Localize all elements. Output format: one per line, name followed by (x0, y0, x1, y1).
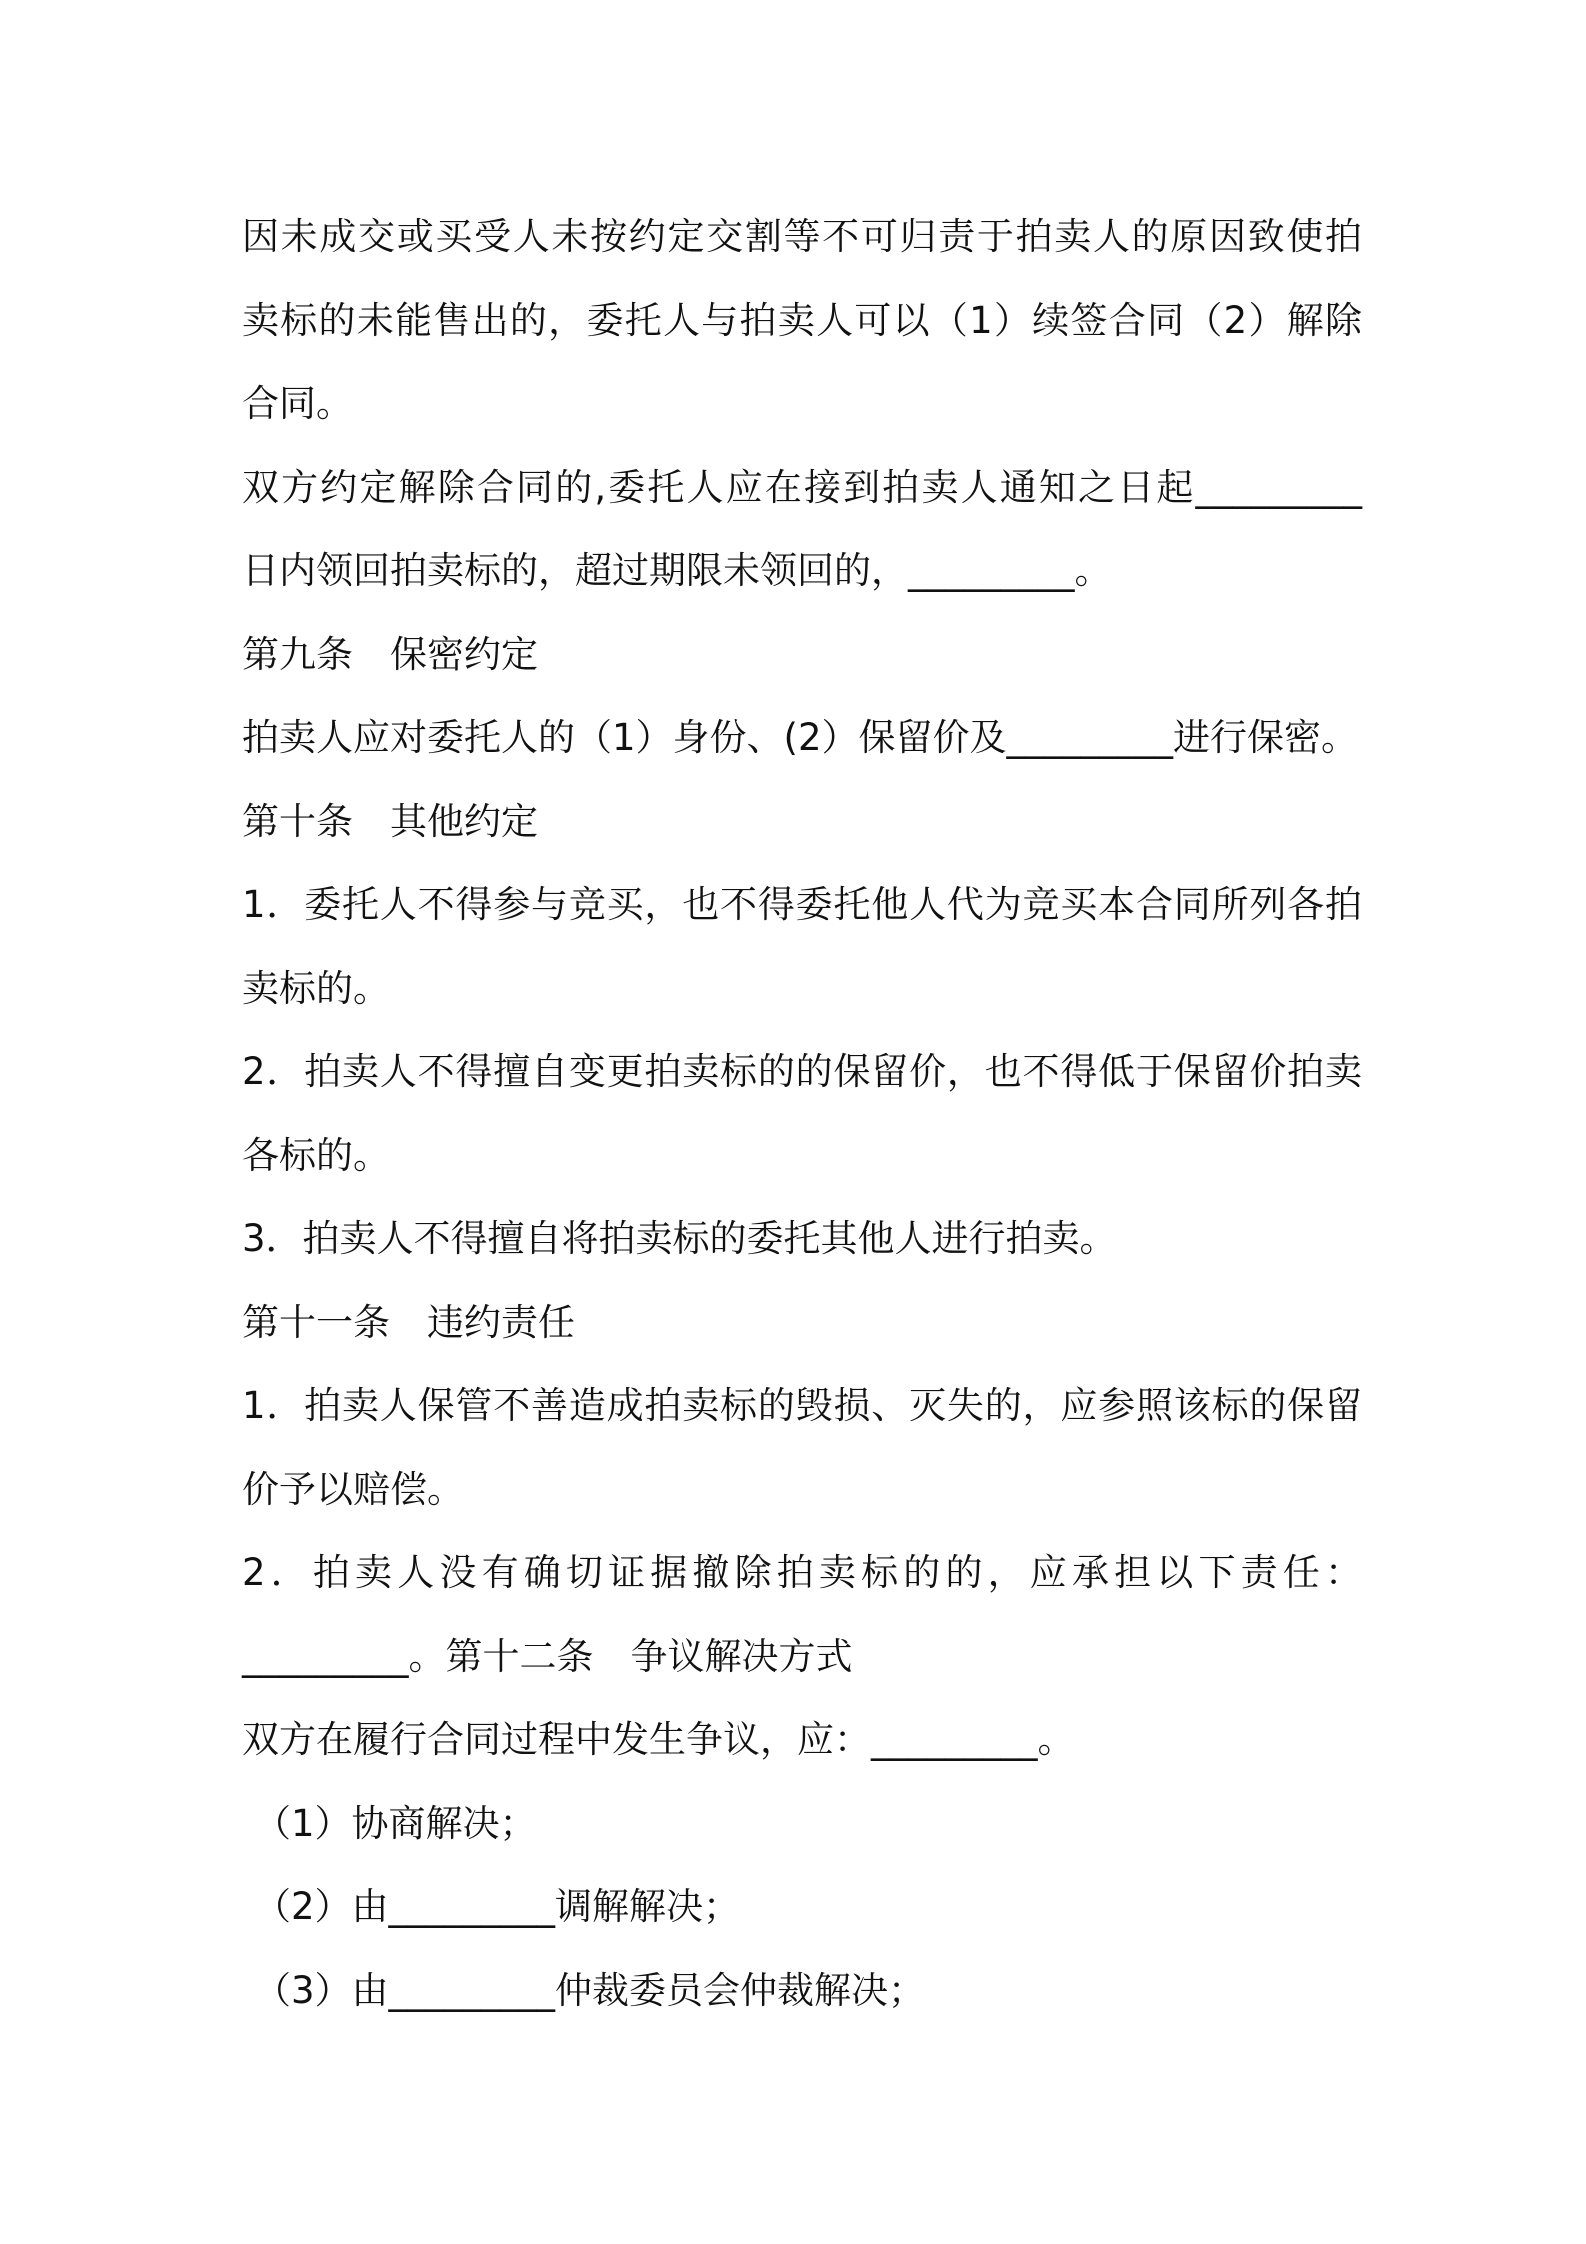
text-line: 双方约定解除合同的,委托人应在接到拍卖人通知之日起_________ (242, 465, 1362, 509)
text-line: 1．拍卖人保管不善造成拍卖标的毁损、灭失的，应参照该标的保留 (242, 1384, 1362, 1427)
text-line: 价予以赔偿。 (242, 1467, 464, 1511)
text-line: 双方在履行合同过程中发生争议，应：_________。 (242, 1718, 1075, 1761)
text-line: 日内领回拍卖标的，超过期限未领回的，_________。 (242, 549, 1112, 592)
text-line: 合同。 (242, 382, 353, 425)
contract-body (242, 195, 1362, 2032)
text-line: 卖标的。 (242, 966, 390, 1010)
section-heading-article-10: 第十条 其他约定 (242, 799, 538, 843)
list-item: （1）协商解决； (254, 1801, 537, 1845)
section-heading-article-11: 第十一条 违约责任 (242, 1300, 575, 1344)
text-line: 1．委托人不得参与竞买，也不得委托他人代为竞买本合同所列各拍 (242, 883, 1362, 926)
text-line: 卖标的未能售出的，委托人与拍卖人可以（1）续签合同（2）解除 (242, 298, 1362, 342)
text-line: 2．拍卖人不得擅自变更拍卖标的的保留价，也不得低于保留价拍卖 (242, 1050, 1362, 1093)
section-heading-article-9: 第九条 保密约定 (242, 632, 538, 676)
list-item: （3）由_________仲裁委员会仲裁解决； (254, 1968, 926, 2012)
list-item: （2）由_________调解解决； (254, 1885, 741, 1928)
text-line: _________。第十二条 争议解决方式 (242, 1634, 853, 1678)
text-line: 因未成交或买受人未按约定交割等不可归责于拍卖人的原因致使拍 (242, 215, 1362, 258)
text-line: 2．拍卖人没有确切证据撤除拍卖标的的，应承担以下责任： (242, 1551, 1362, 1594)
text-line: 各标的。 (242, 1133, 390, 1177)
text-line: 拍卖人应对委托人的（1）身份、(2）保留价及_________进行保密。 (242, 716, 1359, 759)
text-line: 3．拍卖人不得擅自将拍卖标的委托其他人进行拍卖。 (242, 1217, 1117, 1260)
